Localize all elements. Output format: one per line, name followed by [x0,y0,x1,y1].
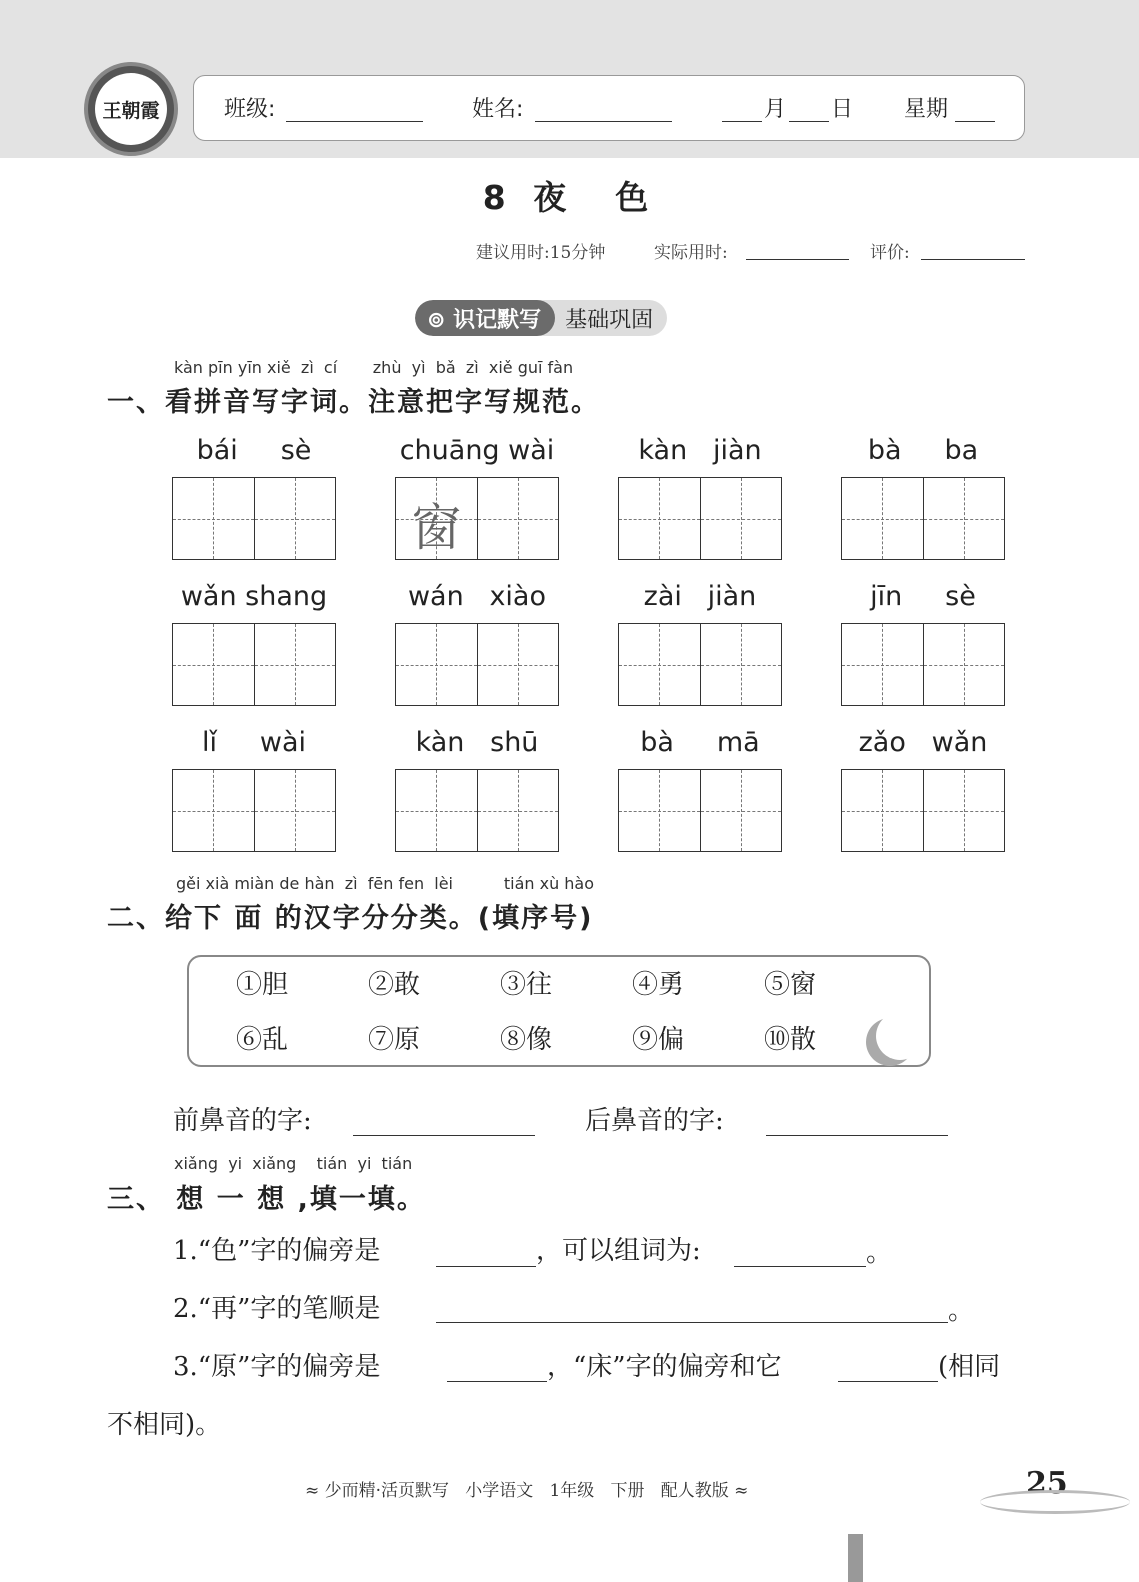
writing-grid[interactable] [395,623,559,706]
character-option: ⑥乱 [236,1025,289,1055]
front-nasal-label: 前鼻音的字: [173,1106,312,1136]
word-pinyin: zǎo wǎn [858,727,988,758]
q3-1-word-field[interactable] [734,1266,866,1267]
q3-1-text: 1.“色”字的偏旁是 [173,1236,381,1266]
q3-1-text2: ，可以组词为: [536,1236,701,1266]
character-option: ⑤窗 [764,970,817,1000]
footer-text: ≈ 少而精·活页默写 小学语文 1年级 下册 配人教版 ≈ [305,1481,749,1501]
grid-cell[interactable] [173,478,255,559]
badge-primary: ⊚ 识记默写 [415,300,555,336]
word-pinyin: wán xiào [407,581,547,612]
weekday-field[interactable] [955,121,995,122]
grid-cell[interactable] [924,624,1005,705]
grid-cell[interactable] [255,624,336,705]
character-option: ②敢 [368,970,421,1000]
back-nasal-label: 后鼻音的字: [585,1106,724,1136]
character-option: ⑧像 [500,1025,553,1055]
grid-cell[interactable] [924,770,1005,851]
front-nasal-field[interactable] [353,1135,535,1136]
writing-grid[interactable] [841,623,1005,706]
writing-grid[interactable] [172,769,336,852]
q3-title: 三、 想 一 想 ,填一填。 [107,1184,426,1215]
q3-3-text2: ，“床”字的偏旁和它 [547,1352,782,1382]
q3-pinyin: xiǎng yi xiǎng tián yi tián [174,1154,413,1173]
grid-cell[interactable] [478,624,559,705]
month-label: 月 [764,97,787,122]
lesson-title: 8 夜 色 [482,178,657,217]
moon-icon [876,1012,924,1060]
grid-cell[interactable] [173,624,255,705]
q3-3-text3: (相同 [938,1352,1001,1382]
grid-cell[interactable] [478,770,559,851]
character-options-box [187,955,931,1067]
word-pinyin: bái sè [196,435,312,466]
word-pinyin: chuāng wài [399,435,555,466]
grid-cell[interactable] [701,624,782,705]
publisher-logo: 王朝霞 [84,62,178,156]
word-pinyin: wǎn shang [180,581,328,612]
month-field[interactable] [722,121,762,122]
word-pinyin: bà mā [640,727,760,758]
day-field[interactable] [789,121,829,122]
day-label: 日 [831,97,854,122]
writing-grid[interactable] [618,769,782,852]
section-badge [415,300,667,336]
grid-cell[interactable] [619,624,701,705]
q3-3-radical-field[interactable] [447,1381,547,1382]
q2-pinyin: gěi xià miàn de hàn zì fēn fen lèi tián xù hào [176,874,595,893]
character-option: ⑦原 [368,1025,421,1055]
q3-2-text: 2.“再”字的笔顺是 [173,1294,381,1324]
student-info-box [193,75,1025,141]
q3-3-text4: 不相同)。 [107,1410,222,1440]
grid-cell[interactable] [701,478,782,559]
q3-2-end: 。 [948,1296,975,1326]
writing-grid[interactable] [618,477,782,560]
page-number: 25 [1026,1466,1068,1501]
grid-cell[interactable] [619,770,701,851]
q3-1-radical-field[interactable] [436,1266,536,1267]
character-option: ⑩散 [764,1025,817,1055]
grid-cell[interactable] [842,624,924,705]
grid-cell[interactable] [396,770,478,851]
writing-grid[interactable] [395,477,559,560]
weekday-label: 星期 [904,97,949,122]
class-label: 班级: [224,97,276,122]
q3-3-text: 3.“原”字的偏旁是 [173,1352,381,1382]
grid-cell[interactable] [701,770,782,851]
word-pinyin: bà ba [867,435,979,466]
grid-cell[interactable] [396,624,478,705]
grid-cell[interactable] [619,478,701,559]
grid-cell[interactable] [842,770,924,851]
grid-cell[interactable] [842,478,924,559]
q2-title: 二、给下 面 的汉字分分类。(填序号) [107,903,594,934]
grid-cell[interactable] [173,770,255,851]
wave-decoration [980,1490,1130,1514]
character-option: ①胆 [236,970,289,1000]
character-option: ⑨偏 [632,1025,685,1055]
grid-cell[interactable] [255,478,336,559]
q3-1-end: 。 [866,1238,893,1268]
word-pinyin: kàn shū [415,727,539,758]
suggested-time: 建议用时:15分钟 [476,243,606,263]
word-pinyin: zài jiàn [643,581,757,612]
character-option: ④勇 [632,970,685,1000]
writing-grid[interactable] [841,477,1005,560]
grid-cell[interactable] [396,478,478,559]
actual-time-field[interactable] [746,259,849,260]
writing-grid[interactable] [841,769,1005,852]
q3-2-stroke-field[interactable] [436,1322,948,1323]
class-field[interactable] [286,121,423,122]
word-pinyin: lǐ wài [201,727,307,758]
word-pinyin: kàn jiàn [638,435,762,466]
grid-cell[interactable] [924,478,1005,559]
back-nasal-field[interactable] [766,1135,948,1136]
rating-label: 评价: [870,243,910,263]
actual-time-label: 实际用时: [654,243,728,263]
writing-grid[interactable] [395,769,559,852]
grid-char: 窗 [411,499,462,557]
word-pinyin: jīn sè [870,581,976,612]
grid-cell[interactable] [478,478,559,559]
grid-cell[interactable] [255,770,336,851]
writing-grid[interactable] [172,477,336,560]
name-label: 姓名: [472,97,524,122]
q3-3-compare-field[interactable] [838,1381,938,1382]
writing-grid[interactable] [618,623,782,706]
name-field[interactable] [535,121,672,122]
page-tab [848,1534,863,1582]
badge-secondary: 基础巩固 [565,308,654,333]
q1-title: 一、看拼音写字词。注意把字写规范。 [107,387,600,418]
q1-pinyin: kàn pīn yīn xiě zì cí zhù yì bǎ zì xiě guī fàn [174,358,574,377]
rating-field[interactable] [921,259,1025,260]
character-option: ③往 [500,970,553,1000]
writing-grid[interactable] [172,623,336,706]
